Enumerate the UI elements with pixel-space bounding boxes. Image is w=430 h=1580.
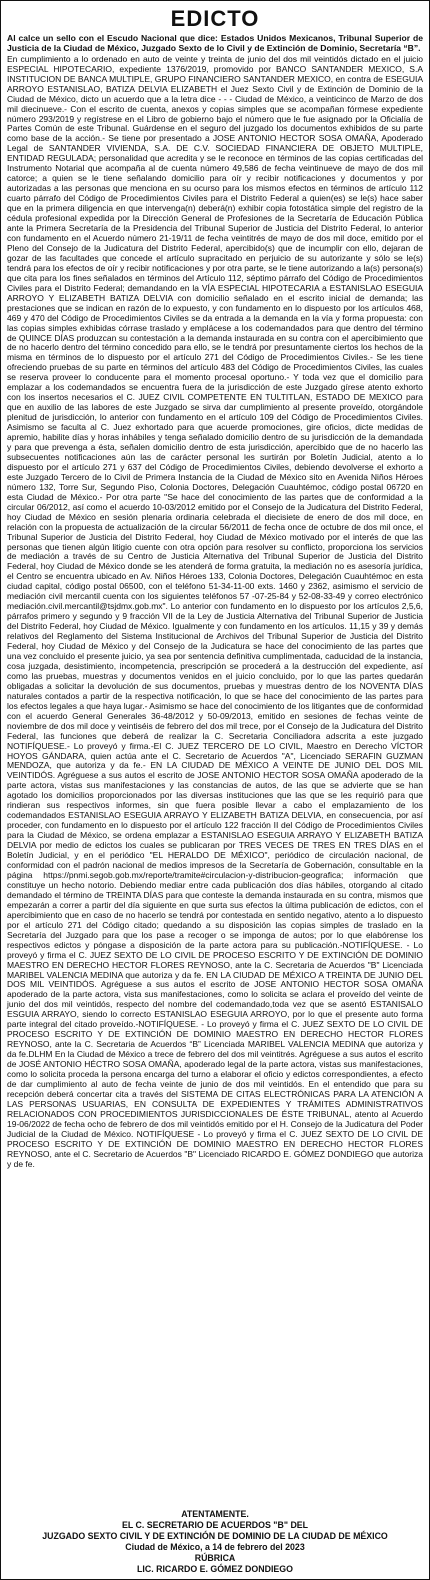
signature-name: LIC. RICARDO E. GÓMEZ DONDIEGO xyxy=(137,1564,293,1574)
signature-rubrica: RÚBRICA xyxy=(194,1553,236,1563)
seal-description: Al calce un sello con el Escudo Nacional que dice: Estados Unidos Mexicanos, Tribunal Superior de Justicia de la Ciudad de México, Juzgado Sexto de lo Civil y de Extinción de Dominio, Secretaría “B”. xyxy=(7,33,423,54)
signature-date: Ciudad de México, a 14 de febrero del 2023 xyxy=(125,1542,305,1552)
edict-body-text: En cumplimiento a lo ordenado en auto de veinte y treinta de junio del dos mil veintidós dictado en el juicio ESPECIAL HIPOTECARIO, expediente 1376/2019, promovido por BANCO SANTANDER MEXICO, S.A INSTITUCION DE BANCA MULTIPLE, GRUPO FINANCIERO SANTANDER MEXICO, en contra de ESEGUIA ARROYO ESTANISLAO, BATIZA DELVIA ELIZABETH el Juez Sexto Civil y de Extinción de Dominio de la Ciudad de México, dicto un acuerdo que a la letra dice - - - Ciudad de México, a veinticinco de Marzo de dos mil diecinueve.- Con el escrito de cuenta, anexos y copias simples que se acompañan fórmese expediente número 293/2019 y regístrese en el Libro de gobierno bajo el número que le fue asignado por la Oficialía de Partes Común de este Tribunal. Guárdense en el seguro del juzgado los documentos exhibidos de su parte como base de la acción.- Se tiene por presentado a JOSE ANTONIO HECTOR SOSA OMAÑA, Apoderado Legal de SANTANDER VIVIENDA, S.A. DE C.V. SOCIEDAD FINANCIERA DE OBJETO MULTIPLE, ENTIDAD REGULADA; personalidad que acredita y se le reconoce en términos de las copias certificadas del Instrumento Notarial que acompaña al de cuenta número 49,586 de fecha veintinueve de mayo de dos mil catorce; a quien se le tiene señalando domicilio para oír y recibir notificaciones y documentos y por autorizadas a las personas que menciona en su ocurso para los mismos efectos en términos de artículo 112 cuarto párrafo del Código de Procedimientos Civiles para el Distrito Federal a quien(es) se le(s) hace saber que en la primera diligencia en que intervenga(n) deberá(n) exhibir copia fotostática simple del registro de la cédula profesional expedida por la Dirección General de Profesiones de la Secretaría de Educación Pública ante la Primera Secretaría de la Presidencia del Tribunal Superior de Justicia del Distrito Federal, lo anterior con fundamento en el Acuerdo número 21-19/11 de fecha veintitrés de mayo de dos mil doce, emitido por el Pleno del Consejo de la Judicatura del Distrito Federal, apercibido(s) que de incumplir con ello, dejaran de gozar de las facultades que concede el artículo supracitado en perjuicio de su autorizante y sólo se le(s) tendrá para los efectos de oír y recibir notificaciones y por otra parte, se le tiene autorizando a la(s) persona(s) que cita para los fines señalados en términos del Artículo 112, séptimo párrafo del Código de Procedimientos Civiles para el Distrito Federal; demandando en la VÍA ESPECIAL HIPOTECARIA a ESTANISLAO ESEGUIA ARROYO Y ELIZABETH BATIZA DELVIA con domicilio señalado en el escrito inicial de demanda; las prestaciones que se indican en razón de lo expuesto, y con fundamento en lo dispuesto por los artículos 468, 469 y 470 del Código de Procedimientos Civiles se da entrada a la demanda en la vía y forma propuesta: con las copias simples exhibidas córrase traslado y emplácese a los codemandados para que dentro del término de QUINCE DÍAS produzcan su contestación a la demanda instaurada en su contra con el apercibimiento que de no hacerlo dentro del término concedido para ello, se le tendrá por presuntamente ciertos los hechos de la misma en términos de lo dispuesto por el artículo 271 del Código de Procedimientos Civiles.- Se les tiene ofreciendo pruebas de su parte en términos del artículo 483 del Código de Procedimientos Civiles, las cuales se reserva proveer lo conducente para el momento procesal oportuno.- Y toda vez que el domicilio para emplazar a los codemandados se encuentra fuera de la jurisdicción de este Juzgado gírese atento exhorto con los insertos necesarios el C. JUEZ CIVIL COMPETENTE EN TULTITLAN, ESTADO DE MEXICO para que en auxilio de las labores de este Juzgado se sirva dar cumplimiento al presente proveído, otorgándole plenitud de jurisdicción, lo anterior con fundamento en el artículo 109 del Código de Procedimientos Civiles. Asimismo se faculta al C. Juez exhortado para que acuerde promociones, gire oficios, dicte medidas de apremio, habilite días y horas inhábiles y tenga señalado domicilio dentro de su jurisdicción de la demandada y para que prevenga a ésta, señalen domicilio dentro de esta jurisdicción, apercibido que de no hacerlo las subsecuentes notificaciones aún las de carácter personal les surtirán por Boletín Judicial, atento a lo dispuesto por el artículo 271 y 637 del Código de Procedimientos Civiles, debiendo devolverse el exhorto a este Juzgado Tercero de lo Civil de Primera Instancia de la Ciudad de México sito en Avenida Niños Héroes número 132, Torre Sur, Segundo Piso, Colonia Doctores, Delegación Cuauhtémoc, código postal 06720 en esta Ciudad de México.- Por otra parte "Se hace del conocimiento de las partes que de conformidad a la circular 06/2012, así como el acuerdo 10-03/2012 emitido por el Consejo de la Judicatura del Distrito Federal, hoy Ciudad de México en sesión plenaria ordinaria celebrada el diecisiete de enero de dos mil doce, en relación con la propuesta de actualización de la circular 56/2011 de fecha once de octubre de dos mil once, el Tribunal Superior de Justicia del Distrito Federal, hoy Ciudad de México motivado por el interés de que las personas que tienen algún litigio cuente con otra opción para resolver su conflicto, proporciona los servicios de mediación a través de su Centro de Justicia Alternativa del Tribunal Superior de Justicia del Distrito Federal, hoy Ciudad de México donde se les atenderá de forma gratuita, la mediación no es asesoría jurídica, el Centro se encuentra ubicado en Av. Niños Héroes 133, Colonia Doctores, Delegación Cuauhtémoc en esta ciudad capital, código postal 06500, con el teléfono 51-34-11-00 exts. 1460 y 2362, asimismo el servicio de mediación civil mercantil cuenta con los siguientes teléfonos 57 -07-25-84 y 52-08-33-49 y correo electrónico mediación.civil.mercantil@tsjdmx.gob.mx". Lo anterior con fundamento en lo dispuesto por los artículos 2,5,6, párrafos primero y segundo y 9 fracción VII de la Ley de Justicia Alternativa del Tribunal Superior de Justicia del Distrito Federal, hoy Ciudad de México. Igualmente y con fundamento en los artículos. 11,15 y 39 y demás relativos del Reglamento del Sistema Institucional de Archivos del Tribunal Superior de Justicia del Distrito Federal, hoy Ciudad de México y del Consejo de la Judicatura se hace del conocimiento de las partes que una vez concluido el presente juicio, ya sea por sentencia definitiva cumplimentada, caducidad de la instancia, cosa juzgada, desistimiento, incompetencia, prescripción se procederá a la destrucción del expediente, así como las pruebas, muestras y documentos venidos en el juicio concluido, por lo que las partes quedarán obligadas a solicitar la devolución de sus documentos, pruebas y muestras dentro de los NOVENTA DÍAS naturales contados a partir de la respectiva notificación, lo que se hace del conocimiento de las partes para los efectos legales a que haya lugar.- Asimismo se hace del conocimiento de los litigantes que de conformidad con el acuerdo General Generales 36-48/2012 y 50-09/2013, emitido en sesiones de fechas veinte de noviembre de dos mil doce y veintiséis de febrero del dos mil trece, por el Consejo de la Judicatura del Distrito Federal, las funciones que deberá de realizar la C. Secretaria Conciliadora adscrita a este juzgado NOTIFÍQUESE.- Lo proveyó y firma.-El C. JUEZ TERCERO DE LO CIVIL, Maestro en Derecho VÍCTOR HOYOS GÁNDARA, quien actúa ante el C. Secretario de Acuerdos "A", Licenciado SERAFIN GUZMAN MENDOZA, que autoriza y da fe.- EN LA CIUDAD DE MÉXICO A VEINTE DE JUNIO DEL DOS MIL VEINTIDÓS. Agréguese a sus autos el escrito de JOSE ANTONIO HECTOR SOSA OMAÑA apoderado de la parte actora, vistas sus manifestaciones y las constancias de autos, de las que se advierte que se han agotado los domicilios proporcionados por las diversas instituciones que las que se les requirió para que rindieran sus respectivos informes, sin que fuera posible llevar a cabo el emplazamiento de los codemandados ESTANISLAO ESEGUIA ARRAYO Y ELIZABETH BATIZA DELVIA, en consecuencia, por así proceder, con fundamento en lo dispuesto por el artículo 122 fracción II del Código de Procedimientos Civiles para la Ciudad de México, se ordena emplazar a ESTANISLAO ESEGUIA ARRAYO Y ELIZABETH BATIZA DELVIA por medio de edictos los cuales se publicaran por TRES VECES DE TRES EN TRES DÍAS en el Boletín Judicial, y en el periódico "EL HERALDO DE MÉXICO", periódico de circulación nacional, de conformidad con el padrón nacional de medios impresos de la Secretaría de Gobernación, consultable en la página https://pnmi.segob.gob.mx/reporte/tramite#circulacion-y-distribucion-geografica; información que constituye un hecho notorio. Debiendo mediar entre cada publicación dos días hábiles, otorgando al citado demandado el término de TREINTA DÍAS para que conteste la demanda instaurada en su contra, mismos que empezarán a correr a partir del día siguiente en que surta sus efectos la última publicación de edictos, con el apercibimiento que en caso de no hacerlo se tendrá por contestada en sentido negativo, atento a lo dispuesto por el artículo 271 del Código citado; quedando a su disposición las copias simples de traslado en la Secretaría del Juzgado para que los pase a recoger o se imponga de autos; por lo que elabórense los respectivos edictos y póngase a disposición de la parte actora para su publicación.-NOTIFÍQUESE. - Lo proveyó y firma el C. JUEZ SEXTO DE LO CIVIL DE PROCESO ESCRITO Y DE EXTINCIÓN DE DOMINIO MAESTRO EN DERECHO HECTOR FLORES REYNOSO, ante la C. Secretaria de Acuerdos "B" Licenciada MARIBEL VALENCIA MEDINA que autoriza y da fe. EN LA CIUDAD DE MÉXICO A TREINTA DE JUNIO DEL DOS MIL VEINTIDÓS. Agréguese a sus autos el escrito de JOSE ANTONIO HECTOR SOSA OMAÑA apoderado de la parte actora, vista sus manifestaciones, como lo solicita se aclara el proveído del veinte de junio del dos mil veintidós, respecto del nombre del codemandado,toda vez que se asentó ESTANISALO ESGUIA ARRAYO, siendo lo correcto ESTANISLAO ESEGUIA ARROYO, por lo que el presente auto forma parte integral del citado proveído.-NOTIFÍQUESE. - Lo proveyó y firma el C. JUEZ SEXTO DE LO CIVIL DE PROCESO ESCRITO Y DE EXTINCIÓN DE DOMINIO MAESTRO EN DERECHO HECTOR FLORES REYNOSO, ante la C. Secretaria de Acuerdos “B” Licenciada MARIBEL VALENCIA MEDINA que autoriza y da fe.DLHM En la Ciudad de México a trece de febrero del dos mil veintitrés. Agréguese a sus autos el escrito de JOSÉ ANTONIO HÉCTRO SOSA OMAÑA, apoderado legal de la parte actora, vistas sus manifestaciones, como lo solicita proceda la persona encarga del turno a elaborar el oficio y edictos correspondientes, a efecto de dar cumplimiento al auto de fecha veinte de junio de dos mil veintidós. En el entendido que para su recepción deberá concertar cita a través del SISTEMA DE CITAS ELECTRÓNICAS PARA LA ATENCIÓN A LAS PERSONAS USUARIAS, EN CONSULTA DE EXPEDIENTES Y TRÁMITES ADMINISTRATIVOS RELACIONADOS CON PROCEDIMIENTOS JURISDICCIONALES DE ÉSTE TRIBUNAL, atento al Acuerdo 19-06/2022 de fecha ocho de febrero de dos mil veintidós emitido por el H. Consejo de la Judicatura del Poder Judicial de la Ciudad de México. NOTIFÍQUESE - Lo proveyó y firma el C. JUEZ SEXTO DE LO CIVIL DE PROCESO ESCRITO Y DE EXTINCIÓN DE DOMINIO MAESTRO EN DERECHO HECTOR FLORES REYNOSO, ante el C. Secretario de Acuerdos "B" Licenciado RICARDO E. GÓMEZ DONDIEGO que autoriza y de fe. xyxy=(7,53,423,1169)
signature-court: JUZGADO SEXTO CIVIL Y DE EXTINCIÓN DE DOMINIO DE LA CIUDAD DE MÉXICO xyxy=(42,1531,388,1541)
signature-block xyxy=(7,1509,423,1575)
signature-closing: ATENTAMENTE. xyxy=(181,1509,249,1519)
signature-role: EL C. SECRETARIO DE ACUERDOS "B" DEL xyxy=(121,1520,309,1530)
document-title: EDICTO xyxy=(170,6,260,31)
